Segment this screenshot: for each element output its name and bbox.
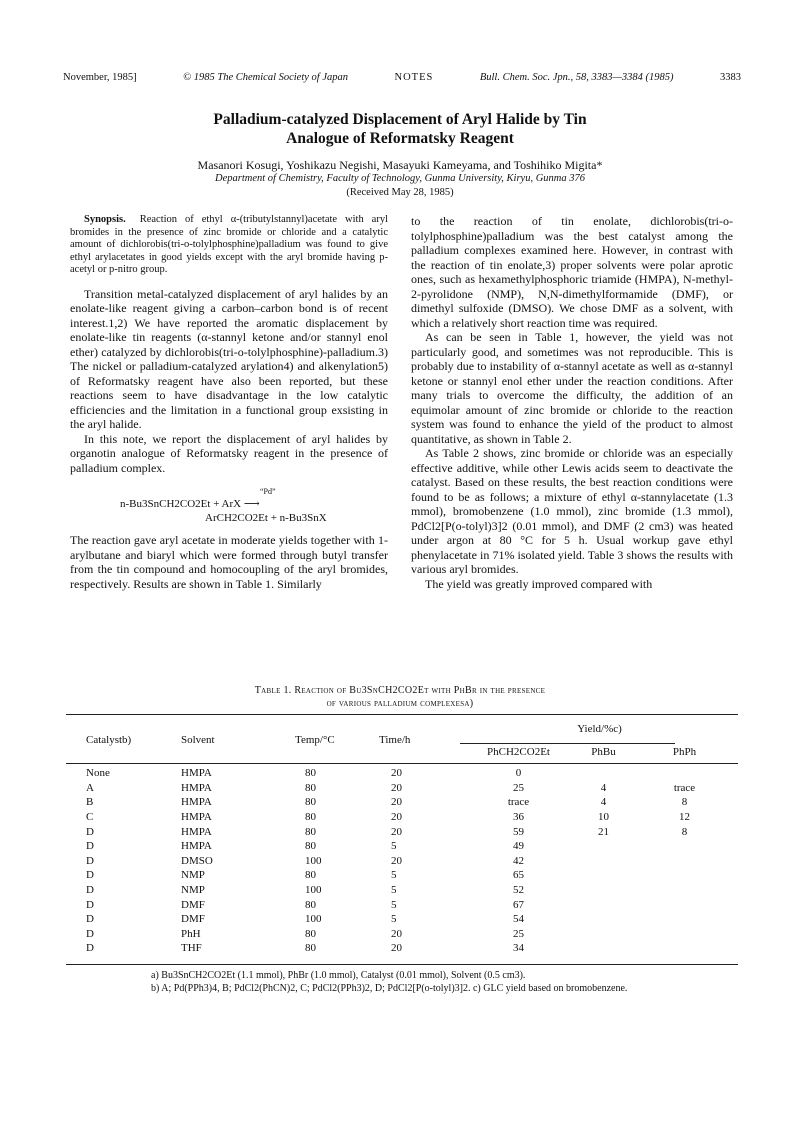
body-paragraph: The yield was greatly improved compared with — [425, 576, 653, 591]
table-cell: DMSO — [181, 854, 213, 867]
table-cell — [576, 868, 631, 883]
table-title-line-1: Table 1. Reaction of Bu3SnCH2CO2Et with PhBr in the presence — [254, 685, 546, 696]
table-cell: 5 — [391, 913, 397, 926]
table-cell: HMPA — [181, 811, 212, 824]
table-cell: 20 — [391, 942, 402, 955]
table-cell: 5 — [391, 884, 397, 897]
table-cell: 20 — [391, 796, 402, 809]
table-cell: D — [86, 942, 94, 955]
synopsis-text: Reaction of ethyl α-(tributylstannyl)acetate with aryl bromides in the presence of zinc bromide or chloride and a catalytic amount of dichlorobis(tri-o-tolylphosphine)palladium was found to give ethyl arylacetates in good yields except with the aryl bromide having p-acetyl or p-nitro group. — [70, 214, 388, 276]
table-cell: 20 — [391, 781, 402, 794]
table-cell: 80 — [305, 825, 316, 838]
body-paragraph: The reaction gave aryl acetate in moderate yields together with 1-arylbutane and biaryl which were formed through butyl transfer from the tin compound and homocoupling of the aryl bromides, respectively. Results are shown in Table 1. Similarly — [70, 533, 388, 591]
table-cell: HMPA — [181, 825, 212, 838]
table-cell — [576, 839, 631, 854]
table-cell: 12 — [679, 811, 690, 824]
table-cell: 65 — [513, 869, 524, 882]
header-section: NOTES — [394, 72, 434, 83]
table-cell: 5 — [391, 869, 397, 882]
table-cell: B — [86, 796, 94, 809]
header-page-number: 3383 — [719, 72, 741, 83]
table-row — [66, 810, 738, 825]
table-cell: 100 — [305, 884, 322, 897]
table-row — [66, 927, 738, 942]
footnote-a: a) Bu3SnCH2CO2Et (1.1 mmol), PhBr (1.0 mmol), Catalyst (0.01 mmol), Solvent (0.5 cm3). — [151, 970, 526, 981]
equation-catalyst: “Pd” — [260, 487, 276, 497]
synopsis-label: Synopsis. — [84, 214, 126, 225]
table-row — [66, 912, 738, 927]
table-cell: HMPA — [181, 781, 212, 794]
table-row — [66, 824, 738, 839]
running-header — [63, 72, 741, 83]
body-paragraph: to the reaction of tin enolate, dichlorobis(tri-o-tolylphosphine)palladium was the best catalyst among the palladium complexes examined here. However, in contrast with the reaction of tin enolate,3) proper solvents were polar aprotic ones, such as hexamethylphosphoric triamide (HMPA), N-methyl-2-pyrolidone (NMP), N,N-dimethylformamide (DMF), or dimethyl sulfoxide (DMSO). We chose DMF as a solvent, with which a relatively short reaction time was required. — [411, 214, 733, 330]
table-cell: 25 — [513, 781, 524, 794]
table-cell: 20 — [391, 767, 402, 780]
table-cell — [631, 941, 738, 956]
table-row — [66, 854, 738, 869]
table-cell: 25 — [513, 927, 524, 940]
table-cell: D — [86, 869, 94, 882]
table-cell: 59 — [513, 825, 524, 838]
authors: Masanori Kosugi, Yoshikazu Negishi, Masayuki Kameyama, and Toshihiko Migita* — [197, 158, 603, 172]
table-cell: D — [86, 854, 94, 867]
table-cell: None — [86, 767, 110, 780]
col-yield-ester: PhCH2CO2Et — [487, 746, 550, 758]
table-cell: 36 — [513, 811, 524, 824]
table-cell: 4 — [600, 796, 607, 809]
reaction-equation — [70, 485, 388, 523]
table-cell: 80 — [305, 927, 316, 940]
table-cell: A — [86, 781, 94, 794]
table-cell: 8 — [681, 796, 688, 809]
table-cell — [631, 839, 738, 854]
table-cell: 80 — [305, 811, 316, 824]
table-title — [160, 684, 640, 710]
table-cell: DMF — [181, 898, 205, 911]
table-cell — [631, 912, 738, 927]
col-time: Time/h — [379, 734, 411, 746]
title-line-2: Analogue of Reformatsky Reagent — [286, 130, 514, 147]
table-cell: trace — [507, 796, 530, 809]
table-cell: 80 — [305, 942, 316, 955]
table-cell — [576, 912, 631, 927]
table-row — [66, 763, 738, 781]
table-cell: DMF — [181, 913, 205, 926]
received-date: (Received May 28, 1985) — [346, 187, 454, 198]
table-cell: 80 — [305, 767, 316, 780]
footnote-b: b) A; Pd(PPh3)4, B; PdCl2(PhCN)2, C; PdCl2(PPh3)2, D; PdCl2[P(o-tolyl)3]2. c) GLC yield based on bromobenzene. — [151, 983, 628, 994]
table-cell: HMPA — [181, 767, 212, 780]
results-table — [66, 717, 738, 956]
table-cell: 20 — [391, 927, 402, 940]
table-cell: HMPA — [181, 796, 212, 809]
table-cell: 67 — [513, 898, 524, 911]
col-yield: Yield/%c) — [577, 723, 622, 735]
table-cell: D — [86, 840, 94, 853]
table-cell — [576, 897, 631, 912]
table-cell: 100 — [305, 854, 322, 867]
table-cell — [576, 927, 631, 942]
table-cell: D — [86, 825, 94, 838]
table-cell: 4 — [600, 781, 607, 794]
table-cell: HMPA — [181, 840, 212, 853]
table-cell — [631, 883, 738, 898]
left-column — [70, 214, 388, 591]
table-cell: 34 — [513, 942, 524, 955]
table-cell: PhH — [181, 927, 201, 940]
table-cell: 52 — [513, 884, 524, 897]
table-cell — [576, 883, 631, 898]
table-cell — [576, 941, 631, 956]
right-column — [411, 214, 733, 591]
table-cell: D — [86, 913, 94, 926]
title-line-1: Palladium-catalyzed Displacement of Aryl Halide by Tin — [213, 111, 587, 128]
equation-products: ArCH2CO2Et + n-Bu3SnX — [205, 512, 327, 525]
table-cell: NMP — [181, 884, 205, 897]
table-cell: 80 — [305, 869, 316, 882]
table-cell — [631, 927, 738, 942]
table-title-line-2: of various palladium complexesa) — [326, 698, 474, 709]
equation-reactants: n-Bu3SnCH2CO2Et + ArX ⟶ — [120, 498, 260, 511]
body-paragraph: As can be seen in Table 1, however, the yield was not particularly good, and sometimes was not reproducible. This is probably due to instability of α-stannyl acetate as well as α-stannyl ketone or stannyl enol ether under the reaction conditions. After many trials to overcome the difficulty, the addition of an equimolar amount of zinc bromide or chloride to the reaction system was found to enhance the yield of the product to almost quantitative, as shown in Table 2. — [411, 330, 733, 446]
table-cell: THF — [181, 942, 202, 955]
table-row — [66, 839, 738, 854]
table-cell — [631, 763, 738, 781]
article-title — [60, 110, 740, 148]
table-cell: trace — [673, 781, 696, 794]
body-paragraph: In this note, we report the displacement of aryl halides by organotin analogue of Reformatsky reagent in the presence of palladium complex. — [70, 431, 388, 475]
table-top-rule — [66, 714, 738, 715]
table-cell: 42 — [513, 854, 524, 867]
header-copyright: © 1985 The Chemical Society of Japan — [183, 72, 349, 83]
table-cell — [576, 763, 631, 781]
table-cell: 80 — [305, 898, 316, 911]
table-cell: C — [86, 811, 94, 824]
table-body — [66, 763, 738, 956]
table-cell — [631, 868, 738, 883]
table-cell: 21 — [598, 825, 609, 838]
synopsis — [70, 214, 388, 277]
table-cell: 49 — [513, 840, 524, 853]
table-cell: 5 — [391, 840, 397, 853]
table-cell: 0 — [515, 767, 522, 780]
col-yield-phph: PhPh — [672, 746, 697, 758]
table-cell: 20 — [391, 854, 402, 867]
body-paragraph: Transition metal-catalyzed displacement of aryl halides by an enolate-like reagent giving a carbon–carbon bond is of recent interest.1,2) We have reported the aromatic displacement by enolate-like tin reagents (α-stannyl ketone and/or stannyl enol ether) catalyzed by dichlorobis(tri-o-tolylphosphine)-palladium.3) The nickel or palladium-catalyzed arylation4) and alkenylation5) of Reformatsky reagent have also been reported, but these reactions seem to have disadvantage in the low catalytic efficiencies and the limitation in a functional group exsisting in the aryl halide. — [70, 286, 388, 432]
col-yield-phbu: PhBu — [591, 746, 616, 758]
table-footnotes — [151, 969, 651, 995]
table-row — [66, 883, 738, 898]
table-cell: D — [86, 927, 94, 940]
table-cell: 8 — [681, 825, 688, 838]
table-row — [66, 897, 738, 912]
col-catalyst: Catalystb) — [86, 734, 132, 746]
table-cell: 5 — [391, 898, 397, 911]
body-paragraph: As Table 2 shows, zinc bromide or chloride was an especially effective additive, while other Lewis acids seem to deactivate the catalyst. Based on these results, the best reaction conditions were found to be as follows; a mixture of ethyl α-stannylacetate (1.3 mmol), bromobenzene (1.0 mmol), zinc bromide (1.3 mmol), PdCl2[P(o-tolyl)3]2 (0.01 mmol), and DMF (2 cm3) was heated under argon at 80 °C for 5 h. Usual workup gave ethyl phenylacetate in 71% isolated yield. Table 3 shows the results with various aryl bromides. — [411, 446, 733, 576]
header-date: November, 1985] — [63, 72, 137, 83]
table-cell: 20 — [391, 825, 402, 838]
table-cell: 80 — [305, 781, 316, 794]
table-cell — [631, 854, 738, 869]
table-cell: 10 — [598, 811, 609, 824]
table-cell: 54 — [513, 913, 524, 926]
table-cell: D — [86, 884, 94, 897]
table-cell: 80 — [305, 840, 316, 853]
table-row — [66, 941, 738, 956]
table-cell: 80 — [305, 796, 316, 809]
table-cell — [631, 897, 738, 912]
header-journal: Bull. Chem. Soc. Jpn., 58, 3383—3384 (1985) — [479, 72, 674, 83]
table-cell: 20 — [391, 811, 402, 824]
table-row — [66, 781, 738, 796]
table-cell: NMP — [181, 869, 205, 882]
table-cell: 100 — [305, 913, 322, 926]
table-row — [66, 868, 738, 883]
table-cell: D — [86, 898, 94, 911]
affiliation: Department of Chemistry, Faculty of Technology, Gunma University, Kiryu, Gunma 376 — [215, 173, 585, 184]
col-solvent: Solvent — [181, 734, 215, 746]
table-bottom-rule — [66, 964, 738, 965]
table-cell — [576, 854, 631, 869]
table-row — [66, 795, 738, 810]
col-temp: Temp/°C — [295, 734, 335, 746]
